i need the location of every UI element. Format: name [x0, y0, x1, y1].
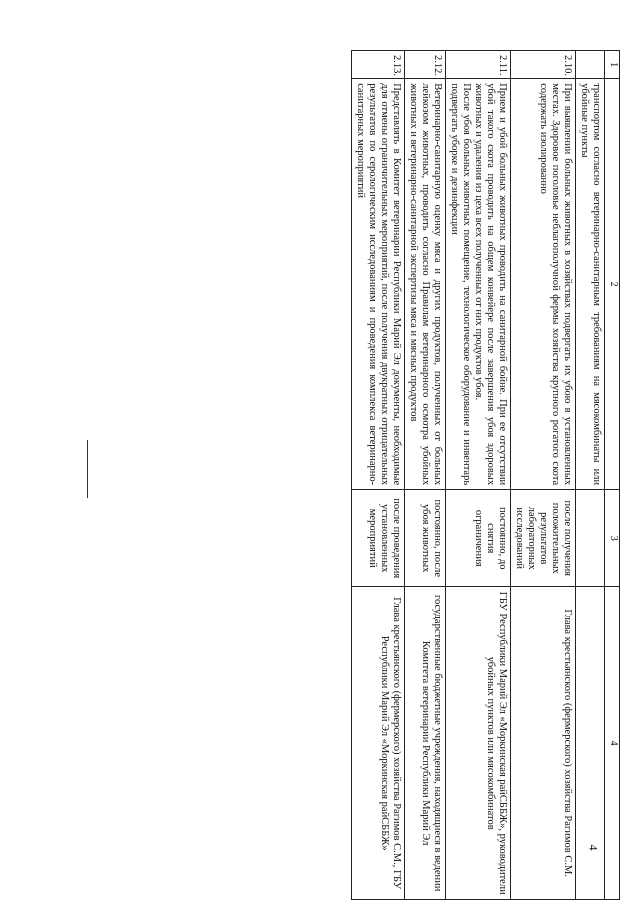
measure-cell: [405, 79, 446, 490]
table-row: [446, 51, 511, 900]
rotated-table-area: [65, 50, 620, 900]
table-row: [576, 51, 605, 900]
table-header-row: [605, 51, 620, 900]
table-row: [405, 51, 446, 900]
deadline-cell: после проведения установленных мероприятий: [352, 490, 405, 587]
measure-text: Ветеринарно-санитарную оценку мяса и других продуктов, полученных от больных лейкозом животных, проводить согласно Правилам ветеринарного осмотра убойных животных и ветеринарно-санитарной экспертизы мяса и мясных продуктов: [408, 83, 443, 486]
measure-text: После убоя больных животных помещение, технологическое оборудование и инвентарь подвергать уборке и дезинфекции: [449, 83, 472, 486]
table-row: [352, 51, 405, 900]
column-header-1: 1: [605, 51, 620, 79]
column-header-2: 2: [605, 79, 620, 490]
measure-cell: [352, 79, 405, 490]
measure-text: При выявлении больных животных в хозяйствах подвергать их убою в установленных местах. Здоровое поголовье неблагополучной фермы хозяйства крупного рогатого скота содержать изолированно: [538, 83, 573, 486]
row-number: 2.10.: [511, 51, 576, 79]
row-number: [576, 51, 605, 79]
deadline-cell: [576, 490, 605, 587]
column-header-3: 3: [605, 490, 620, 587]
measure-text: транспортом согласно ветеринарно-санитарным требованиям на мясокомбинаты или убойные пункты: [579, 83, 602, 486]
responsible-cell: Глава крестьянского (фермерского) хозяйства Рагимов С.М.: [511, 587, 576, 900]
measure-cell: [446, 79, 511, 490]
row-number: 2.12.: [405, 51, 446, 79]
measure-text: Прием и убой больных животных проводить на санитарной бойне. При ее отсутствии убой такого скота проводить на общем конвейере после завершения убоя здоровых животных и удаления из цеха всех полученных от них продуктов убоя.: [473, 83, 508, 486]
responsible-cell: государственные бюджетные учреждения, находящиеся в ведении Комитета ветеринарии Республики Марий Эл: [405, 587, 446, 900]
responsible-cell: Глава крестьянского (фермерского) хозяйства Рагимов С.М., ГБУ Республики Марий Эл «Моркинская райСББЖ»: [352, 587, 405, 900]
measures-table: [351, 50, 620, 900]
measure-cell: [576, 79, 605, 490]
row-number: 2.11.: [446, 51, 511, 79]
deadline-cell: постоянно, до снятия ограничения: [446, 490, 511, 587]
measure-text: Представлять в Комитет ветеринарии Республики Марий Эл документы, необходимые для отмены ограничительных мероприятий, после получения двукратных отрицательных результатов по серологическим исследованиям и проведения комплекса ветеринарно-санитарных мероприятий: [355, 83, 402, 486]
deadline-cell: после получения положительных результатов лабораторных исследований: [511, 490, 576, 587]
table-row: [511, 51, 576, 900]
responsible-cell: ГБУ Республики Марий Эл «Моркинская райСББЖ», руководители убойных пунктов или мясокомбинатов: [446, 587, 511, 900]
deadline-cell: постоянно, после убоя животных: [405, 490, 446, 587]
end-of-table-rule: [87, 440, 88, 498]
page-number: 4: [586, 844, 601, 851]
row-number: 2.13.: [352, 51, 405, 79]
column-header-4: 4: [605, 587, 620, 900]
measure-cell: [511, 79, 576, 490]
